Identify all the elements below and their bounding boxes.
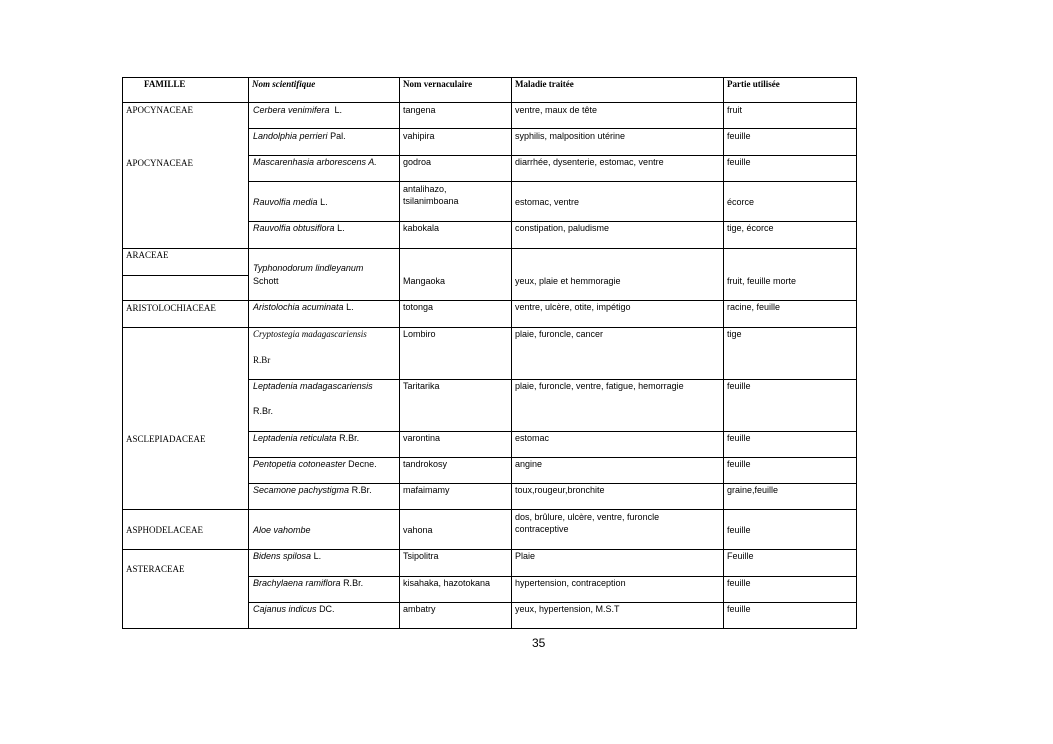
table-rule [122,327,857,328]
disease: diarrhée, dysenterie, estomac, ventre [515,157,664,167]
table-rule [122,509,857,510]
sci-name: Aristolochia acuminata L. [253,302,354,312]
table-rule [122,102,857,103]
table-rule [122,77,123,629]
part-used: tige, écorce [727,223,774,233]
sci-name: Pentopetia cotoneaster Decne. [253,459,377,469]
vernacular-name: antalihazo, tsilanimboana [403,184,459,206]
sci-name: Rauvolfia media L. [253,197,328,207]
sci-author: Schott [253,276,279,286]
table-rule [399,77,400,629]
family-label: ARACEAE [126,250,169,260]
sci-name: Leptadenia madagascariensis [253,381,373,391]
sci-name: Typhonodorum lindleyanum [253,263,364,273]
sci-author: R.Br [253,355,271,365]
sci-author: R.Br. [253,406,274,416]
vernacular-name: mafaimamy [403,485,450,495]
part-used: fruit [727,105,743,115]
disease: plaie, furoncle, ventre, fatigue, hemorragie [515,381,684,391]
vernacular-name: Lombiro [403,329,436,339]
header-partie: Partie utilisée [727,79,780,89]
sci-name: Cajanus indicus DC. [253,604,335,614]
part-used: feuille [727,604,751,614]
page-number: 35 [532,636,546,650]
sci-name: Leptadenia reticulata R.Br. [253,433,360,443]
part-used: racine, feuille [727,302,781,312]
table-rule [248,128,857,129]
family-label: ASPHODELACEAE [126,525,204,535]
family-label: ASTERACEAE [126,564,185,574]
vernacular-name: vahona [403,525,433,535]
vernacular-name: ambatry [403,604,436,614]
vernacular-name: varontina [403,433,441,443]
disease: Plaie [515,551,536,561]
disease: angine [515,459,543,469]
disease: estomac [515,433,550,443]
family-label: ASCLEPIADACEAE [126,434,206,444]
sci-name: Mascarenhasia arborescens A. [253,157,377,167]
sci-name: Rauvolfia obtusiflora L. [253,223,345,233]
family-label: ARISTOLOCHIACEAE [126,303,216,313]
sci-name: Cerbera venimifera L. [253,105,343,115]
vernacular-name: godroa [403,157,432,167]
part-used: feuille [727,459,751,469]
vernacular-name: Mangaoka [403,276,446,286]
table-rule [122,275,248,276]
family-label: APOCYNACEAE [126,158,194,168]
table-rule [856,77,857,629]
disease: toux,rougeur,bronchite [515,485,605,495]
part-used: feuille [727,433,751,443]
header-nom-vernaculaire: Nom vernaculaire [403,79,473,89]
table-rule [248,77,249,629]
sci-name: Secamone pachystigma R.Br. [253,485,372,495]
disease: yeux, plaie et hemmoragie [515,276,621,286]
vernacular-name: tangena [403,105,436,115]
vernacular-name: tandrokosy [403,459,448,469]
family-label: APOCYNACEAE [126,105,194,115]
sci-name: Bidens spilosa L. [253,551,322,561]
disease: yeux, hypertension, M.S.T [515,604,620,614]
part-used: feuille [727,131,751,141]
vernacular-name: totonga [403,302,434,312]
part-used: graine,feuille [727,485,779,495]
sci-name: Cryptostegia madagascariensis [253,329,367,339]
disease: ventre, maux de tête [515,105,598,115]
disease: estomac, ventre [515,197,580,207]
table-rule [122,628,857,629]
part-used: tige [727,329,742,339]
sci-name: Aloe vahombe [253,525,311,535]
table-rule [511,77,512,629]
vernacular-name: Tsipolitra [403,551,439,561]
vernacular-name: kabokala [403,223,440,233]
table-rule [122,248,857,249]
header-nom-scientifique: Nom scientifique [252,79,316,89]
part-used: feuille [727,578,751,588]
part-used: feuille [727,525,751,535]
disease: dos, brûlure, ulcère, ventre, furoncle contraceptive [515,512,660,534]
disease: plaie, furoncle, cancer [515,329,604,339]
disease: constipation, paludisme [515,223,610,233]
vernacular-name: vahipira [403,131,435,141]
sci-name: Brachylaena ramiflora R.Br. [253,578,364,588]
part-used: fruit, feuille morte [727,276,797,286]
vernacular-name: kisahaka, hazotokana [403,578,491,588]
header-maladie: Maladie traitée [515,79,574,89]
part-used: feuille [727,381,751,391]
part-used: feuille [727,157,751,167]
part-used: Feuille [727,551,754,561]
disease: syphilis, malposition utérine [515,131,626,141]
header-famille: FAMILLE [144,79,186,89]
disease: hypertension, contraception [515,578,626,588]
table-rule [248,181,857,182]
table-rule [723,77,724,629]
sci-name: Landolphia perrieri Pal. [253,131,346,141]
disease: ventre, ulcère, otite, impétigo [515,302,631,312]
part-used: écorce [727,197,755,207]
vernacular-name: Taritarika [403,381,440,391]
